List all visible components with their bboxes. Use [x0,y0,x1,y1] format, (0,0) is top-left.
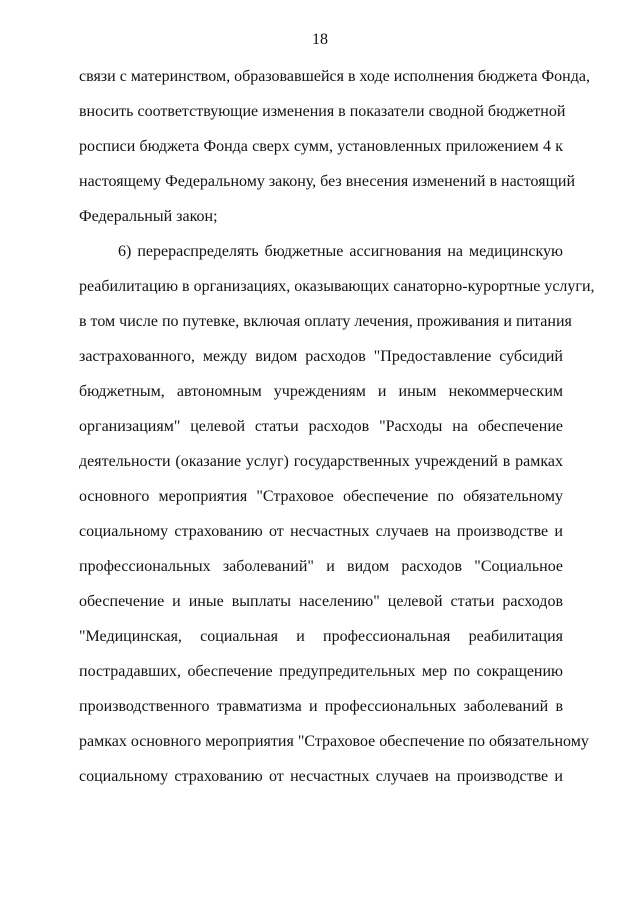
text-line: настоящему Федеральному закону, без внесения изменений в настоящий [79,173,576,190]
text-line: деятельности (оказание услуг) государственных учреждений в рамках [79,453,563,470]
text-line: рамках основного мероприятия "Страховое обеспечение по обязательному [79,733,589,750]
body-text [79,64,595,799]
text-line: обеспечение и иные выплаты населению" целевой статьи расходов [79,593,563,610]
text-line: пострадавших, обеспечение предупредительных мер по сокращению [79,663,563,680]
text-line: вносить соответствующие изменения в показатели сводной бюджетной [79,103,566,120]
text-line: организациям" целевой статьи расходов "Расходы на обеспечение [79,418,563,435]
text-line: бюджетным, автономным учреждениям и иным некоммерческим [79,383,563,400]
text-line: профессиональных заболеваний" и видом расходов "Социальное [79,558,563,575]
text-line: производственного травматизма и профессиональных заболеваний в [79,698,563,715]
text-line: застрахованного, между видом расходов "Предоставление субсидий [79,348,563,365]
text-line: Федеральный закон; [79,208,218,225]
text-line: связи с материнством, образовавшейся в ходе исполнения бюджета Фонда, [79,68,590,85]
text-line: социальному страхованию от несчастных случаев на производстве и [79,523,563,540]
text-line: социальному страхованию от несчастных случаев на производстве и [79,768,563,785]
text-line: реабилитацию в организациях, оказывающих санаторно-курортные услуги, [79,278,595,295]
page-number: 18 [312,31,328,48]
text-line: росписи бюджета Фонда сверх сумм, установленных приложением 4 к [79,138,563,155]
text-line: в том числе по путевке, включая оплату лечения, проживания и питания [79,313,572,330]
text-line: "Медицинская, социальная и профессиональная реабилитация [79,628,563,645]
text-line: основного мероприятия "Страховое обеспечение по обязательному [79,488,563,505]
paragraph-start-line: 6) перераспределять бюджетные ассигнования на медицинскую [118,243,563,260]
